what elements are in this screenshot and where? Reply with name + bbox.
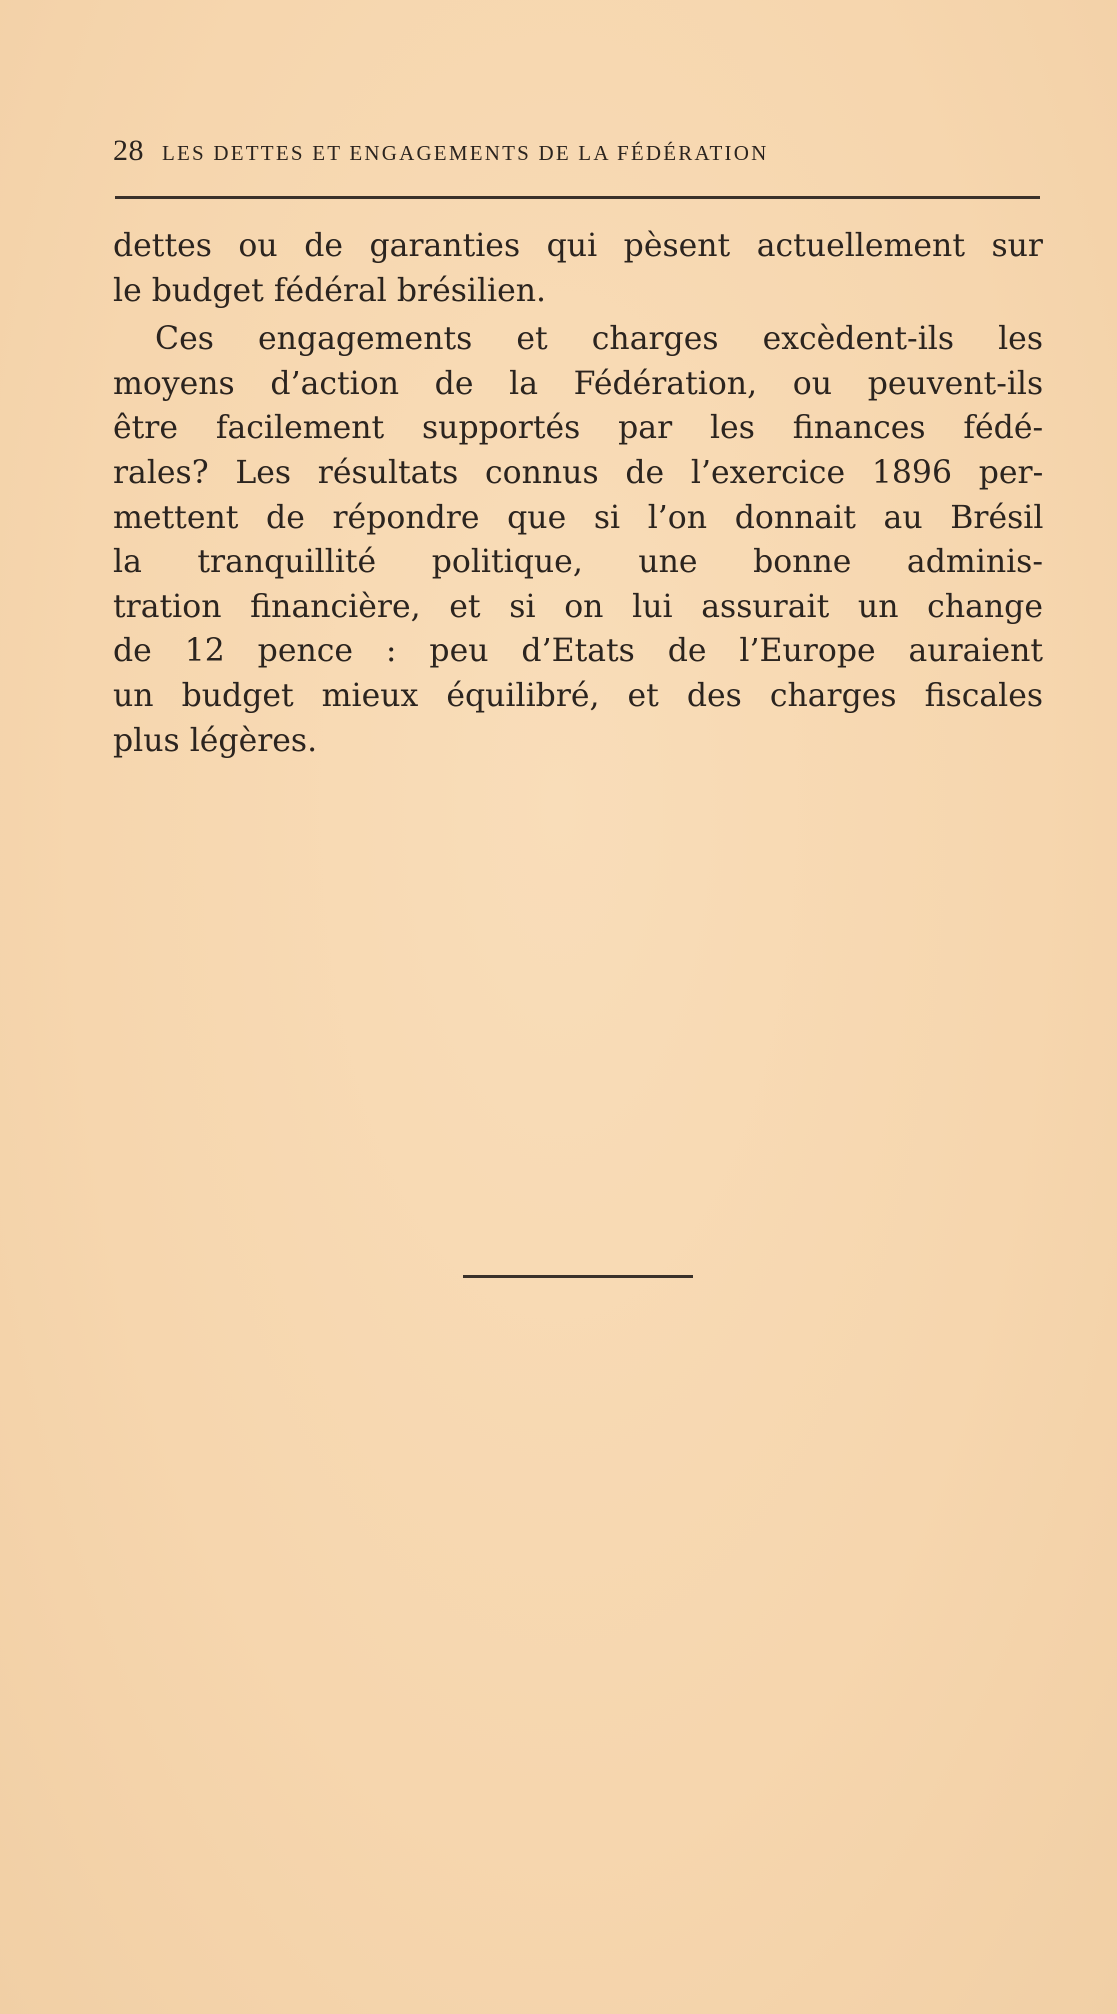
text-line: de 12 pence : peu d’Etats de l’Europe auraient — [113, 633, 1044, 670]
text-line: tration financière, et si on lui assurait un change — [113, 588, 1043, 625]
text-line: rales? Les résultats connus de l’exercice 1896 per- — [113, 454, 1044, 491]
paragraph — [113, 317, 1043, 763]
text-line: être facilement supportés par les finances fédé- — [113, 410, 1044, 447]
text-line: plus légères. — [113, 722, 318, 759]
text-line: mettent de répondre que si l’on donnait au Brésil — [113, 499, 1044, 536]
header-rule — [115, 196, 1040, 199]
text-line: moyens d’action de la Fédération, ou peuvent-ils — [113, 365, 1044, 402]
text-line: le budget fédéral brésilien. — [113, 272, 547, 309]
paragraph-continued — [113, 224, 1043, 313]
body-text — [113, 224, 1043, 763]
text-line: Ces engagements et charges excèdent-ils les — [155, 321, 1043, 358]
running-head — [113, 134, 1043, 174]
text-line: dettes ou de garanties qui pèsent actuellement sur — [113, 228, 1043, 264]
text-line: un budget mieux équilibré, et des charges fiscales — [113, 677, 1044, 714]
page-number: 28 — [113, 134, 144, 167]
running-head-title: LES DETTES ET ENGAGEMENTS DE LA FÉDÉRATION — [162, 141, 769, 165]
text-line: la tranquillité politique, une bonne adminis- — [113, 544, 1043, 581]
end-of-section-rule — [463, 1275, 693, 1278]
